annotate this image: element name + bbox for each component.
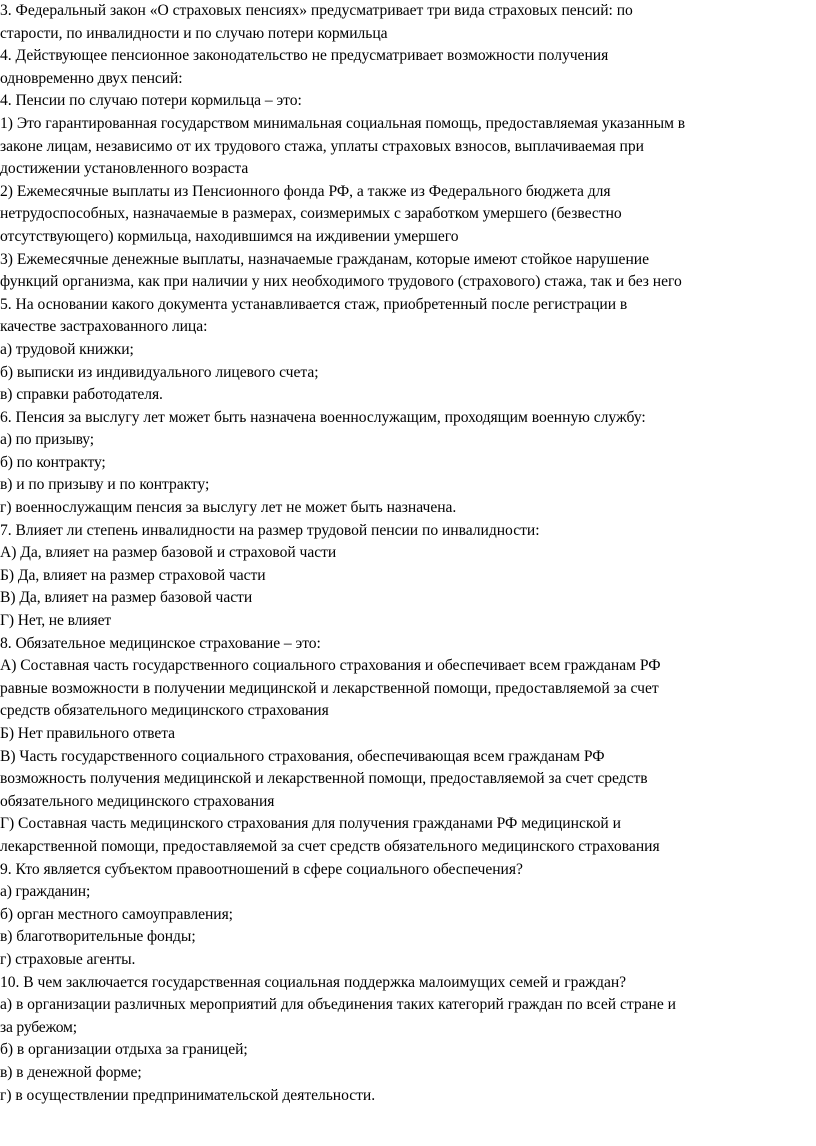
q4-line-1: 4. Действующее пенсионное законодательство не предусматривает возможности получения (0, 47, 609, 65)
q9-option-v: в) благотворительные фонды; (0, 928, 196, 946)
q6-question: 6. Пенсия за выслугу лет может быть назначена военнослужащим, проходящим военную службу: (0, 408, 646, 426)
q4b-option-3-line-2: функций организма, как при наличии у них необходимого трудового (страхового) стажа, так и без него (0, 273, 682, 291)
q5-question-line-2: качестве застрахованного лица: (0, 318, 208, 336)
q10-option-v: в) в денежной форме; (0, 1063, 142, 1081)
q8-option-v-line-2: возможность получения медицинской и лекарственной помощи, предоставляемой за счет средств (0, 770, 648, 788)
q4b-option-3-line-1: 3) Ежемесячные денежные выплаты, назначаемые гражданам, которые имеют стойкое нарушение (0, 250, 649, 268)
q10-question: 10. В чем заключается государственная социальная поддержка малоимущих семей и граждан? (0, 973, 627, 991)
q7-option-g: Г) Нет, не влияет (0, 612, 112, 630)
q8-option-v-line-1: В) Часть государственного социального страхования, обеспечивающая всем гражданам РФ (0, 747, 605, 765)
q4b-question: 4. Пенсии по случаю потери кормильца – это: (0, 92, 302, 110)
q6-option-a: а) по призыву; (0, 431, 94, 449)
q8-option-v-line-3: обязательного медицинского страхования (0, 792, 275, 810)
q6-option-g: г) военнослужащим пенсия за выслугу лет не может быть назначена. (0, 499, 457, 517)
q5-question-line-1: 5. На основании какого документа устанавливается стаж, приобретенный после регистрации в (0, 295, 628, 313)
q7-option-a: А) Да, влияет на размер базовой и страховой части (0, 544, 337, 562)
q5-option-v: в) справки работодателя. (0, 386, 163, 404)
q8-option-a-line-1: А) Составная часть государственного социального страхования и обеспечивает всем гражданам РФ (0, 657, 661, 675)
q10-option-a-line-2: за рубежом; (0, 1018, 77, 1036)
q4b-option-1-line-3: достижении установленного возраста (0, 160, 249, 178)
q8-option-b: Б) Нет правильного ответа (0, 725, 175, 742)
q8-option-g-line-1: Г) Составная часть медицинского страхования для получения гражданами РФ медицинской и (0, 815, 621, 833)
q4b-option-2-line-2: нетрудоспособных, назначаемые в размерах, соизмеримых с заработком умершего (безвестно (0, 205, 622, 223)
q5-option-b: б) выписки из индивидуального лицевого счета; (0, 363, 319, 381)
q7-question: 7. Влияет ли степень инвалидности на размер трудовой пенсии по инвалидности: (0, 521, 540, 539)
q7-option-v: В) Да, влияет на размер базовой части (0, 589, 253, 607)
q10-option-b: б) в организации отдыха за границей; (0, 1041, 248, 1059)
q8-option-a-line-2: равные возможности в получении медицинской и лекарственной помощи, предоставляемой за счет (0, 679, 659, 697)
q10-option-g: г) в осуществлении предпринимательской деятельности. (0, 1086, 376, 1104)
q8-option-a-line-3: средств обязательного медицинского страхования (0, 702, 329, 720)
q6-option-v: в) и по призыву и по контракту; (0, 476, 210, 494)
q3-line-1: 3. Федеральный закон «О страховых пенсиях» предусматривает три вида страховых пенсий: по (0, 2, 633, 19)
q8-question: 8. Обязательное медицинское страхование – это: (0, 634, 321, 652)
q4b-option-1-line-1: 1) Это гарантированная государством минимальная социальная помощь, предоставляемая указанным в (0, 114, 686, 132)
q9-option-a: а) гражданин; (0, 883, 91, 901)
q3-line-2: старости, по инвалидности и по случаю потери кормильца (0, 24, 388, 42)
q6-option-b: б) по контракту; (0, 453, 106, 471)
q8-option-g-line-2: лекарственной помощи, предоставляемой за счет средств обязательного медицинского страхования (0, 837, 660, 855)
q4b-option-2-line-1: 2) Ежемесячные выплаты из Пенсионного фонда РФ, а также из Федерального бюджета для (0, 182, 611, 200)
q9-option-g: г) страховые агенты. (0, 950, 136, 968)
q9-question: 9. Кто является субъектом правоотношений в сфере социального обеспечения? (0, 860, 523, 878)
q4-line-2: одновременно двух пенсий: (0, 69, 183, 87)
q5-option-a: а) трудовой книжки; (0, 340, 134, 358)
q9-option-b: б) орган местного самоуправления; (0, 905, 233, 923)
q4b-option-2-line-3: отсутствующего) кормильца, находившимся на иждивении умершего (0, 227, 459, 245)
q10-option-a-line-1: а) в организации различных мероприятий для объединения таких категорий граждан по всей стране и (0, 996, 676, 1014)
q7-option-b: Б) Да, влияет на размер страховой части (0, 566, 266, 584)
q4b-option-1-line-2: законе лицам, независимо от их трудового стажа, уплаты страховых взносов, выплачиваемая при (0, 137, 644, 155)
